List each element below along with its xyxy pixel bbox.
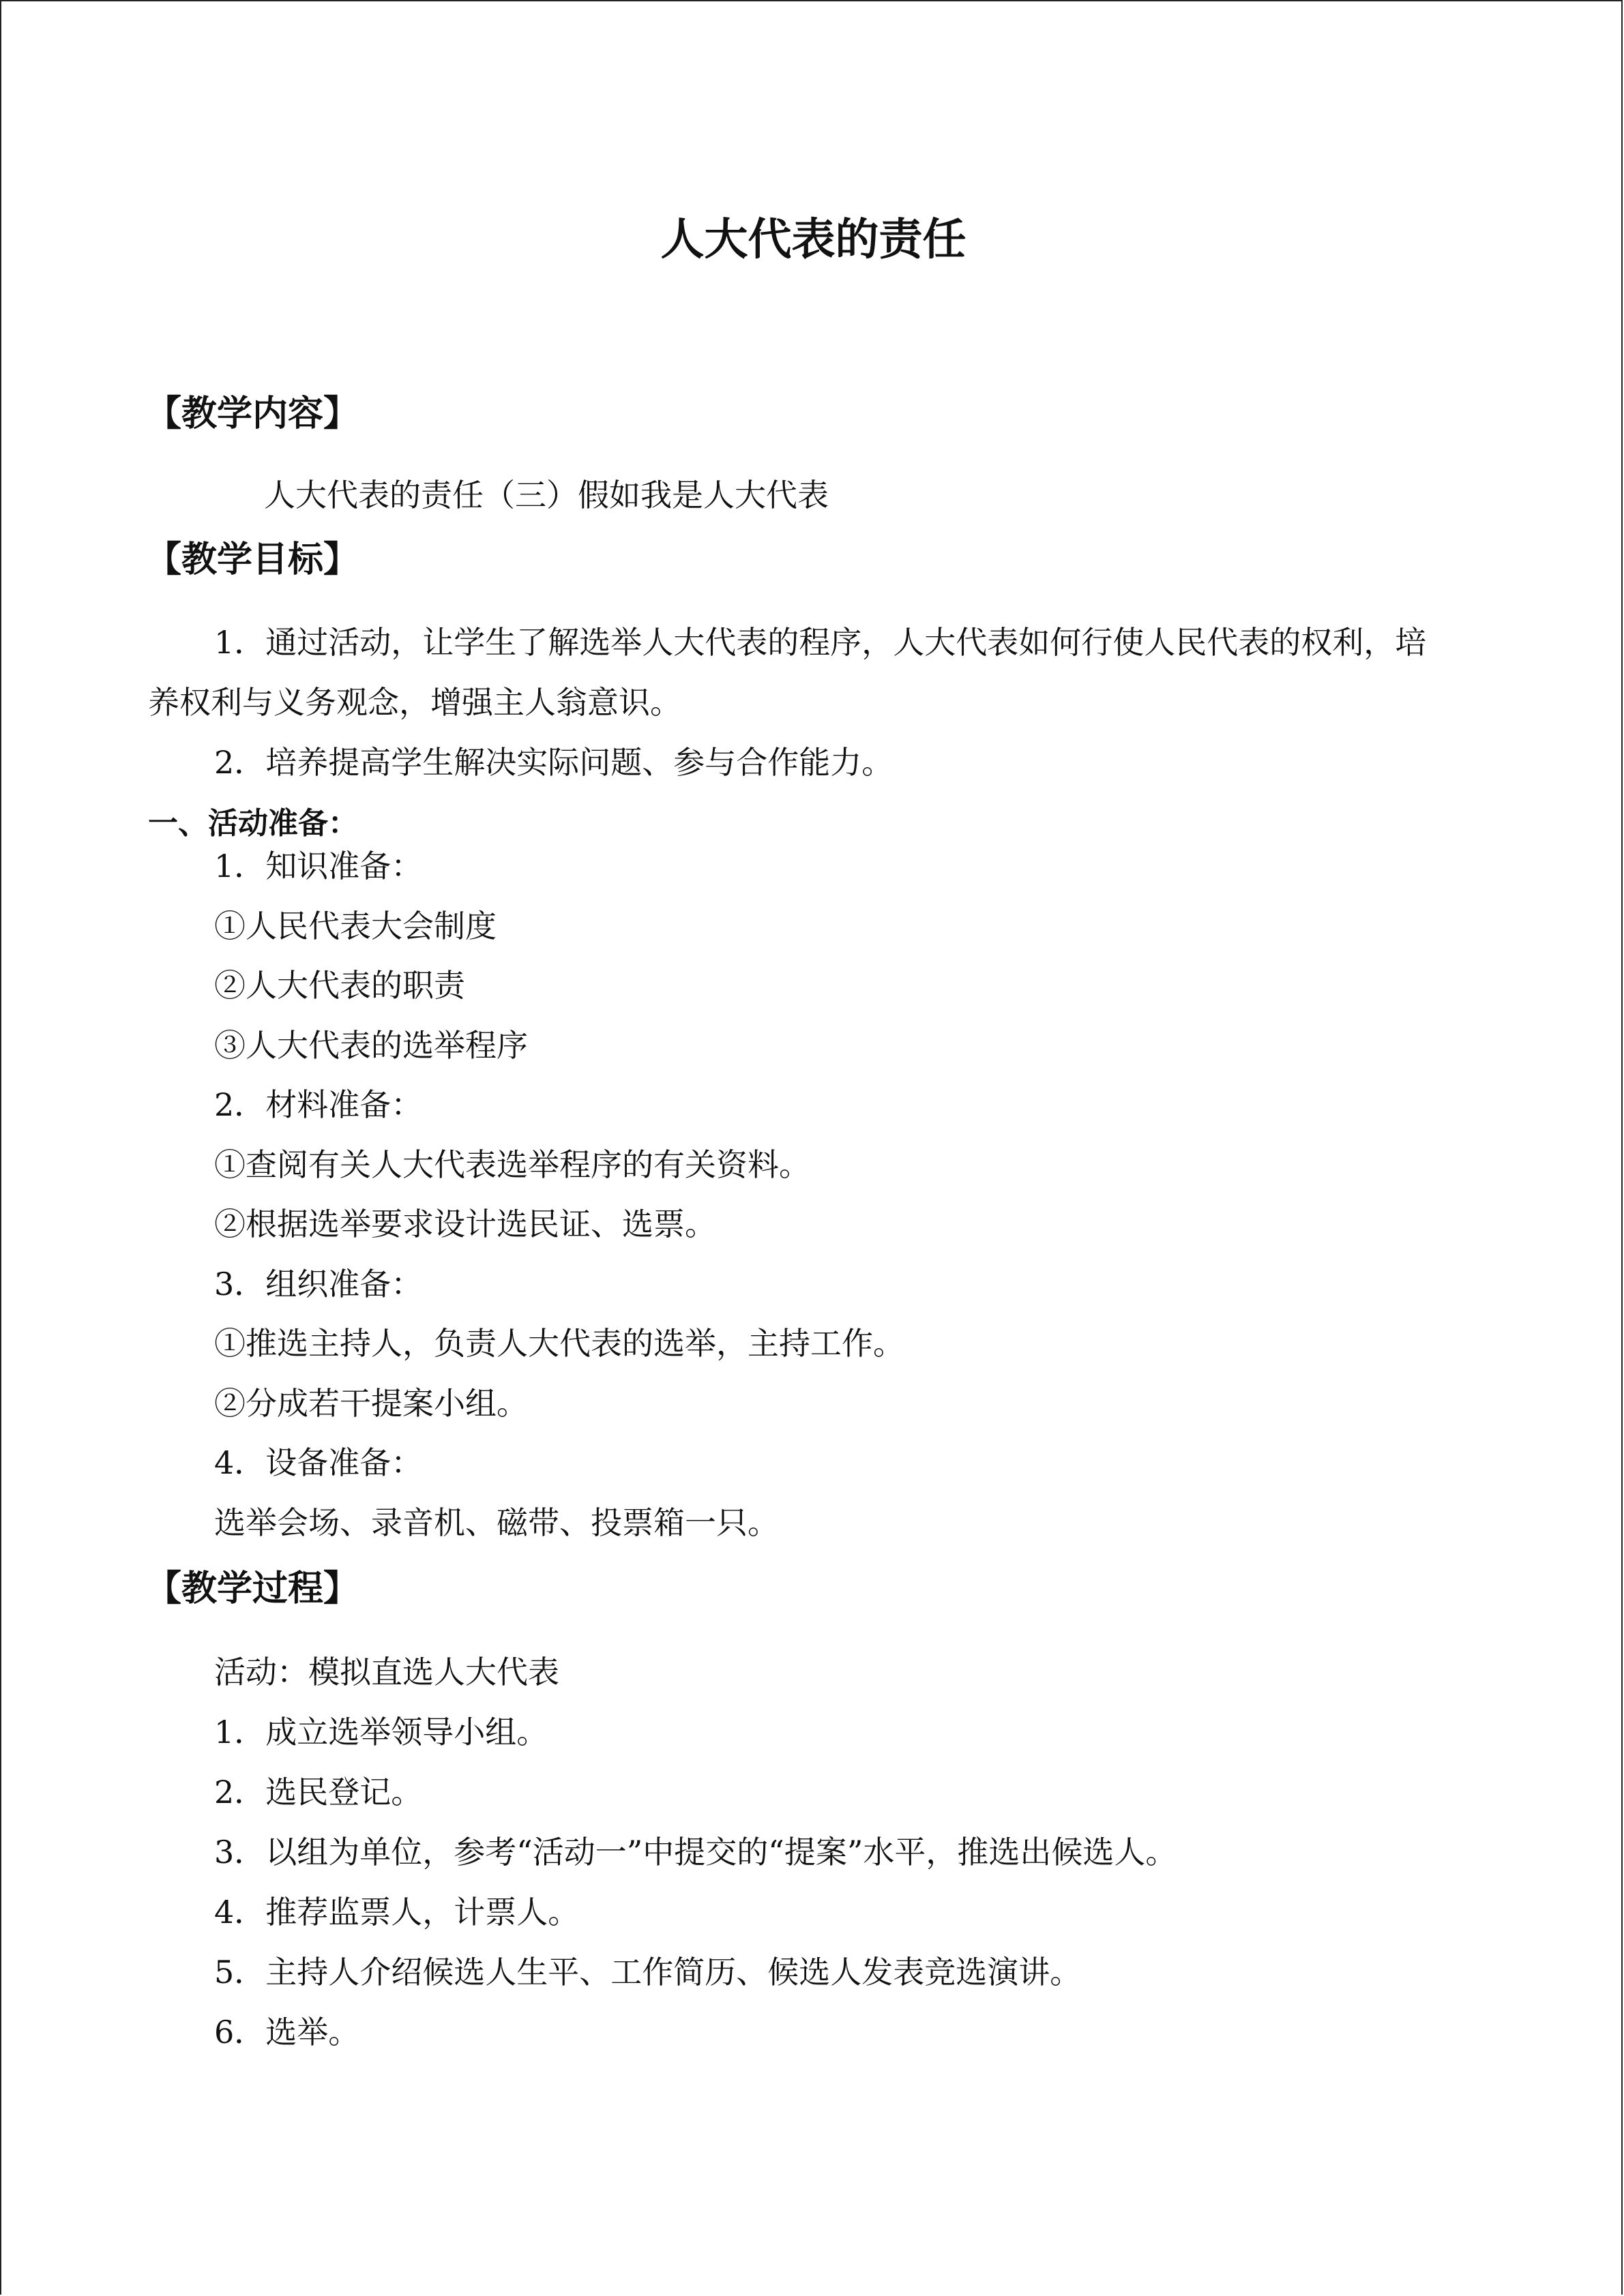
prep-line: 2．材料准备：: [214, 1086, 423, 1123]
process-line: 5．主持人介绍候选人生平、工作简历、候选人发表竞选演讲。: [214, 1954, 1082, 1991]
prep-line: 1．知识准备：: [214, 848, 423, 884]
goal-item-1-line-2: 养权利与义务观念，增强主人翁意识。: [148, 684, 681, 721]
document-title: 人大代表的责任: [660, 215, 966, 265]
process-line: 2．选民登记。: [214, 1774, 423, 1810]
prep-line: ②根据选举要求设计选民证、选票。: [214, 1206, 716, 1242]
prep-line: ②分成若干提案小组。: [214, 1385, 528, 1422]
process-line: 4．推荐监票人，计票人。: [214, 1894, 580, 1930]
section-heading-process: 【教学过程】: [146, 1568, 359, 1609]
process-line: 活动：模拟直选人大代表: [214, 1654, 559, 1690]
prep-line: ①人民代表大会制度: [214, 908, 497, 944]
prep-line: 3．组织准备：: [214, 1266, 423, 1302]
prep-line: ①推选主持人，负责人大代表的选举，主持工作。: [214, 1325, 904, 1362]
process-line: 6．选举。: [214, 2014, 360, 2051]
process-line: 3．以组为单位，参考“活动一”中提交的“提案”水平，推选出候选人。: [214, 1834, 1177, 1870]
content-text: 人大代表的责任（三）假如我是人大代表: [264, 477, 829, 513]
prep-line: ②人大代表的职责: [214, 967, 465, 1004]
prep-line: 4．设备准备：: [214, 1444, 423, 1481]
section-heading-preparation: 一、活动准备：: [148, 806, 358, 841]
prep-line: ③人大代表的选举程序: [214, 1027, 528, 1064]
section-heading-content: 【教学内容】: [146, 393, 359, 434]
goal-item-1-line-1: 1．通过活动，让学生了解选举人大代表的程序，人大代表如何行使人民代表的权利，培: [214, 624, 1427, 661]
goal-item-2: 2．培养提高学生解决实际问题、参与合作能力。: [214, 744, 894, 781]
section-heading-goals: 【教学目标】: [146, 539, 359, 580]
prep-line: ①查阅有关人大代表选举程序的有关资料。: [214, 1146, 810, 1183]
process-line: 1．成立选举领导小组。: [214, 1714, 548, 1750]
prep-line: 选举会场、录音机、磁带、投票箱一只。: [214, 1504, 779, 1541]
